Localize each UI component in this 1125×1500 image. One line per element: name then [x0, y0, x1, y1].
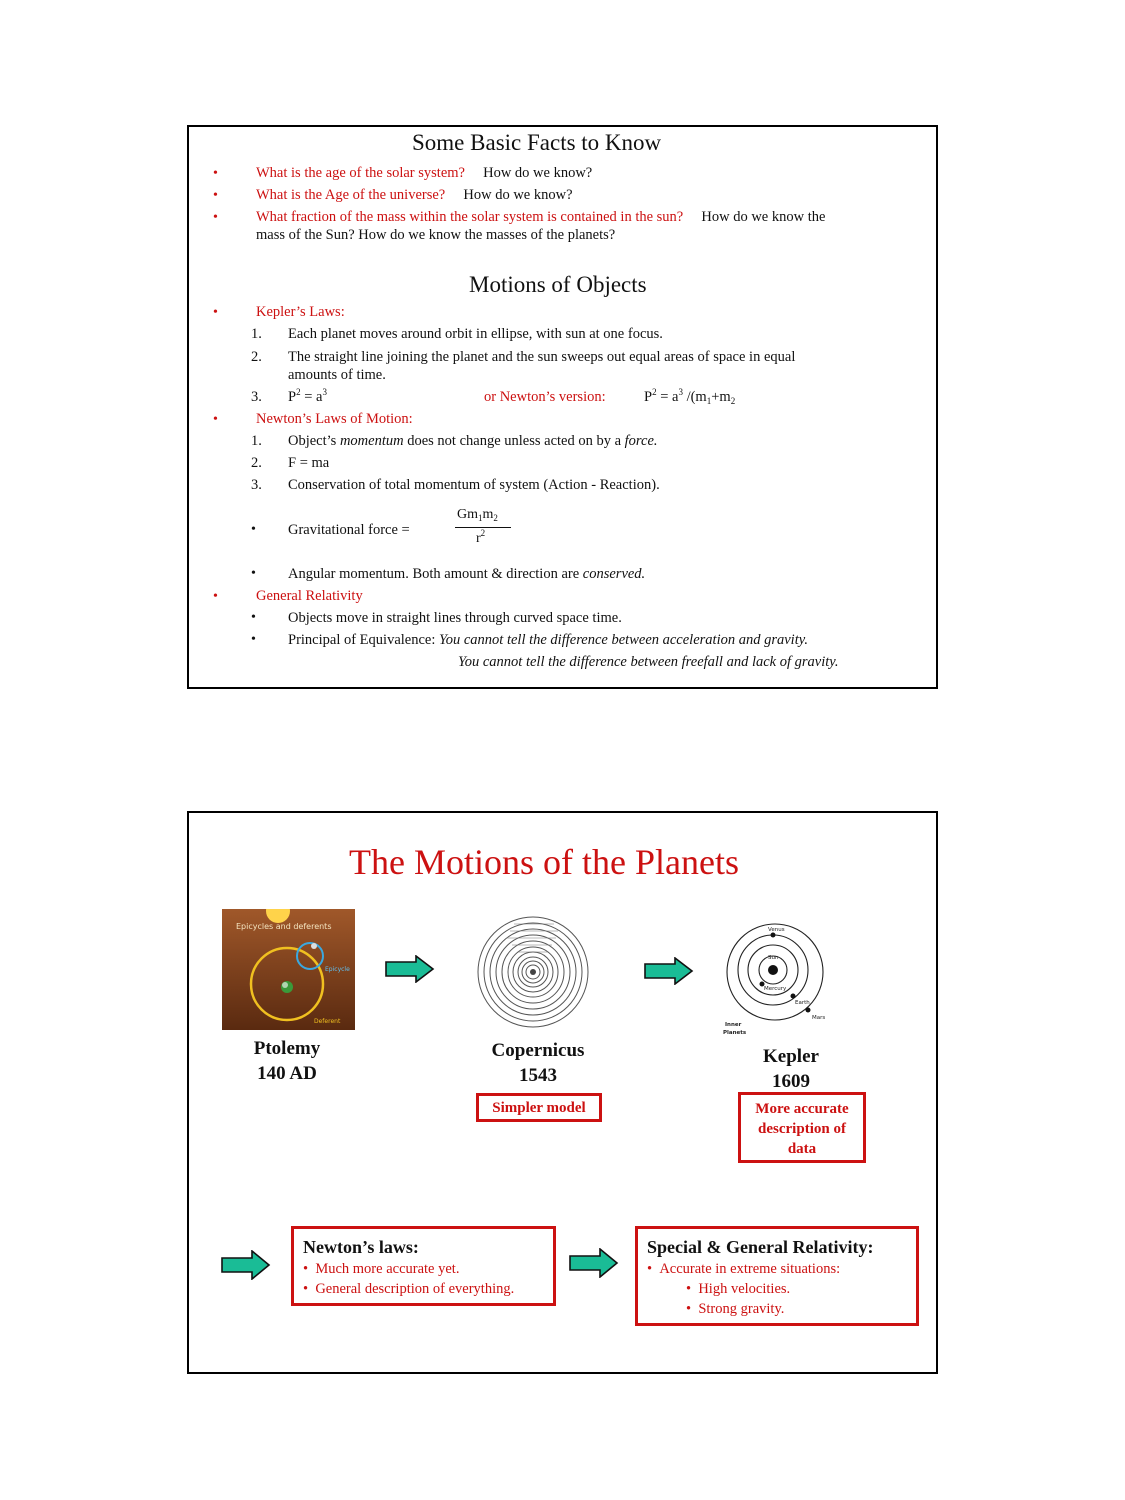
angular-momentum [288, 566, 645, 583]
text-italic: You cannot tell the difference between freefall and lack of gravity. [458, 654, 839, 670]
fact-answer: How do we know the [701, 209, 826, 225]
newton-laws-box [291, 1226, 556, 1306]
newton-box-line2: • General description of everything. [303, 1281, 515, 1297]
newton-box-heading: Newton’s laws: [303, 1237, 419, 1257]
text: High velocities. [698, 1281, 791, 1297]
newton-version-eq [644, 389, 735, 406]
eq-exp: 3 [678, 387, 683, 397]
bullet: • [213, 412, 218, 427]
copernicus-year: 1543 [519, 1065, 557, 1086]
list-number: 3. [251, 477, 262, 493]
arrow-right-icon [221, 1250, 271, 1280]
simpler-model-text: Simpler model [492, 1100, 586, 1116]
simpler-model-box [476, 1093, 602, 1122]
list-number: 1. [251, 433, 262, 449]
eq-a: = a [656, 389, 679, 405]
kepler-label-earth: Earth [795, 1000, 810, 1006]
eq-g: Gm [457, 507, 478, 522]
eq-sub: 1 [706, 396, 712, 406]
eq-exp: 2 [296, 387, 301, 397]
fact-answer: How do we know? [463, 187, 573, 203]
ptolemy-epicycle-image [222, 909, 355, 1030]
relativity-box-line1: • Accurate in extreme situations: [647, 1261, 841, 1277]
kepler-label-mercury: Mercury [764, 986, 787, 992]
eq-tail: /(m [682, 389, 707, 405]
bullet: • [213, 166, 218, 181]
kepler-law-2-cont: amounts of time. [288, 367, 386, 383]
fact-line [256, 187, 573, 204]
text-italic: momentum [339, 433, 404, 449]
bullet: • [251, 522, 256, 537]
fact-line [256, 165, 592, 182]
kepler-label-inner: Inner [725, 1022, 742, 1028]
eq-a: = a [300, 389, 323, 405]
text-italic: You cannot tell the difference between acceleration and gravity. [439, 632, 808, 648]
bullet: • [213, 210, 218, 225]
eq-p: P [644, 389, 653, 405]
bullet: • [251, 566, 256, 581]
relativity-box [635, 1226, 919, 1326]
gr-item-1: Objects move in straight lines through curved space time. [288, 610, 622, 626]
kepler-label-mars: Mars [812, 1015, 826, 1021]
arrow-right-icon [385, 955, 435, 983]
fact-question: What fraction of the mass within the solar system is contained in the sun? [256, 209, 684, 225]
newton-heading: Newton’s Laws of Motion: [256, 411, 413, 427]
kepler-heading: Kepler’s Laws: [256, 304, 345, 320]
relativity-box-line3: • Strong gravity. [686, 1301, 785, 1317]
more-accurate-line1: More accurate [755, 1101, 849, 1117]
gr-item-2-cont [458, 654, 839, 671]
more-accurate-line2: description of [758, 1121, 846, 1137]
eq-m: m [482, 507, 494, 522]
copernicus-name: Copernicus [491, 1040, 585, 1061]
newton-box-line1: • Much more accurate yet. [303, 1261, 460, 1277]
ptolemy-image-epicycle: Epicycle [325, 966, 350, 973]
slide-basic-facts [187, 125, 938, 689]
arrow-right-icon [644, 957, 694, 985]
text: Principal of Equivalence: [288, 632, 439, 648]
relativity-box-line2: • High velocities. [686, 1281, 791, 1297]
kepler-label-venus: Venus [768, 927, 785, 933]
text: Angular momentum. Both amount & direction are [288, 566, 583, 582]
fact-question: What is the Age of the universe? [256, 187, 446, 203]
newton-law-3: Conservation of total momentum of system (Action - Reaction). [288, 477, 660, 493]
slide-subtitle-motions: Motions of Objects [469, 272, 647, 297]
slide-title-basic-facts: Some Basic Facts to Know [412, 130, 662, 155]
ptolemy-image-deferent: Deferent [314, 1018, 341, 1025]
ptolemy-year: 140 AD [257, 1063, 317, 1084]
text: Much more accurate yet. [315, 1261, 460, 1277]
eq-r: r [476, 531, 481, 546]
text: Object’s [288, 433, 340, 449]
more-accurate-box [738, 1092, 866, 1163]
eq-sub: 2 [493, 513, 498, 523]
text-italic: force. [624, 433, 658, 449]
newton-law-1 [288, 433, 658, 450]
relativity-box-heading: Special & General Relativity: [647, 1237, 874, 1257]
eq-sub: 1 [478, 513, 483, 523]
gravity-numerator [457, 507, 498, 523]
eq-p: P [288, 389, 297, 405]
text: Strong gravity. [698, 1301, 785, 1317]
slide-motions-of-planets [187, 811, 938, 1374]
eq-exp: 3 [322, 387, 327, 397]
eq-sub: 2 [730, 396, 736, 406]
list-number: 1. [251, 326, 262, 342]
gr-heading: General Relativity [256, 588, 363, 604]
text: does not change unless acted on by a [403, 433, 625, 449]
fact-line [256, 209, 825, 226]
fact-answer-cont: mass of the Sun? How do we know the masses of the planets? [256, 227, 616, 243]
bullet: • [251, 632, 256, 647]
kepler-law-1: Each planet moves around orbit in ellipse, with sun at one focus. [288, 326, 663, 342]
kepler-name: Kepler [763, 1046, 819, 1067]
list-number: 2. [251, 349, 262, 365]
gr-item-2 [288, 632, 808, 649]
kepler-label-sun: Sun [768, 955, 779, 961]
gravity-denominator [476, 528, 486, 547]
more-accurate-line3: data [787, 1141, 817, 1157]
fact-answer: How do we know? [483, 165, 593, 181]
text-italic: conserved. [582, 566, 646, 582]
bullet: • [213, 305, 218, 320]
list-number: 2. [251, 455, 262, 471]
newton-version-label: or Newton’s version: [484, 389, 606, 405]
eq-exp: 2 [652, 387, 657, 397]
bullet: • [251, 610, 256, 625]
fact-question: What is the age of the solar system? [256, 165, 465, 181]
kepler-law-2: The straight line joining the planet and the sun sweeps out equal areas of space in equal [288, 349, 796, 365]
kepler-inner-planets-image [718, 922, 838, 1042]
arrow-right-icon [569, 1248, 619, 1278]
list-number: 3. [251, 389, 262, 405]
slide-title: The Motions of the Planets [349, 842, 739, 882]
ptolemy-image-title: Epicycles and deferents [236, 922, 332, 931]
kepler-law-3 [288, 389, 327, 406]
copernicus-heliocentric-image [474, 914, 592, 1029]
text: Accurate in extreme situations: [659, 1261, 841, 1277]
kepler-year: 1609 [772, 1071, 810, 1092]
bullet: • [213, 589, 218, 604]
ptolemy-name: Ptolemy [253, 1038, 321, 1059]
gravity-label: Gravitational force = [288, 522, 410, 538]
kepler-label-planets: Planets [723, 1030, 747, 1036]
bullet: • [213, 188, 218, 203]
text: General description of everything. [315, 1281, 515, 1297]
eq-exp: 2 [480, 528, 486, 538]
newton-law-2: F = ma [288, 455, 330, 471]
eq-plus: +m [711, 389, 731, 405]
